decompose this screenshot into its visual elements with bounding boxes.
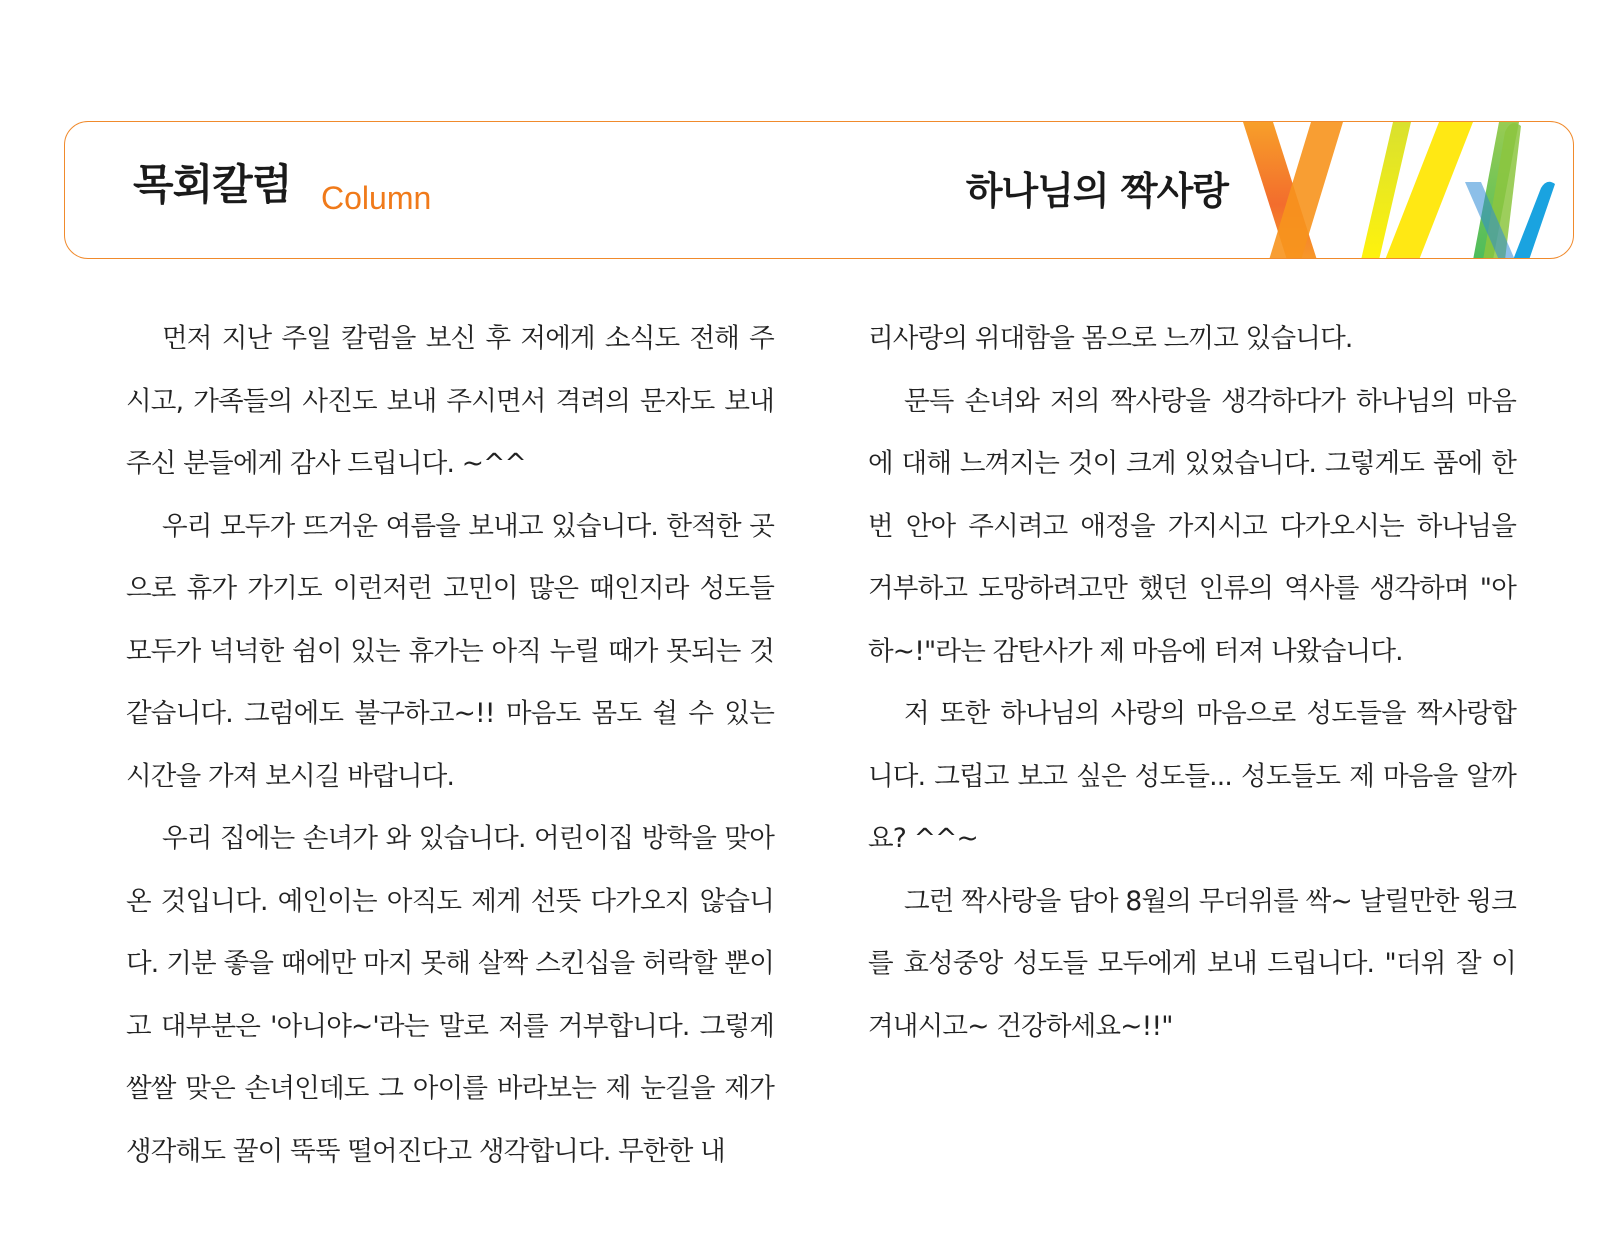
column-header — [64, 121, 1574, 259]
color-stripes-decoration — [1243, 122, 1573, 259]
paragraph: 먼저 지난 주일 칼럼을 보신 후 저에게 소식도 전해 주시고, 가족들의 사진도 보내 주시면서 격려의 문자도 보내 주신 분들에게 감사 드립니다. ~^^ — [126, 323, 774, 479]
left-column — [126, 308, 774, 1183]
paragraph: 우리 집에는 손녀가 와 있습니다. 어린이집 방학을 맞아 온 것입니다. 예인이는 아직도 제게 선뜻 다가오지 않습니다. 기분 좋을 때에만 마지 못해 살짝 스킨십을 허락할 뿐이고 대부분은 '아니야~'라는 말로 저를 거부합니다. 그렇게 쌀쌀 맞은 손녀인데도 그 아이를 바라보는 제 눈길을 제가 생각해도 꿀이 뚝뚝 떨어진다고 생각합니다. 무한한 내 — [126, 823, 774, 1167]
section-subtitle: Column — [321, 180, 432, 216]
article-body — [126, 308, 1516, 1183]
paragraph: 그런 짝사랑을 담아 8월의 무더위를 싹~ 날릴만한 윙크를 효성중앙 성도들 모두에게 보내 드립니다. "더위 잘 이겨내시고~ 건강하세요~!!" — [868, 885, 1516, 1042]
stripe-blue-right — [1513, 182, 1555, 259]
paragraph: 저 또한 하나님의 사랑의 마음으로 성도들을 짝사랑합니다. 그립고 보고 싶은 성도들... 성도들도 제 마음을 알까요? ^^~ — [868, 698, 1516, 854]
stripe-group — [1243, 122, 1555, 259]
paragraph-continuation: 리사랑의 위대함을 몸으로 느끼고 있습니다. — [868, 323, 1353, 354]
article-title: 하나님의 짝사랑 — [965, 169, 1228, 213]
right-column — [868, 308, 1516, 1183]
section-title: 목회칼럼 — [133, 160, 292, 209]
paragraph: 문득 손녀와 저의 짝사랑을 생각하다가 하나님의 마음에 대해 느껴지는 것이 크게 있었습니다. 그렇게도 품에 한번 안아 주시려고 애정을 가지시고 다가오시는 하나님을 거부하고 도망하려고만 했던 인류의 역사를 생각하며 "아하~!"라는 감탄사가 제 마음에 터져 나왔습니다. — [868, 385, 1516, 667]
paragraph: 우리 모두가 뜨거운 여름을 보내고 있습니다. 한적한 곳으로 휴가 가기도 이런저런 고민이 많은 때인지라 성도들 모두가 넉넉한 쉼이 있는 휴가는 아직 누릴 때가 못되는 것 같습니다. 그럼에도 불구하고~!! 마음도 몸도 쉴 수 있는 시간을 가져 보시길 바랍니다. — [126, 510, 774, 792]
